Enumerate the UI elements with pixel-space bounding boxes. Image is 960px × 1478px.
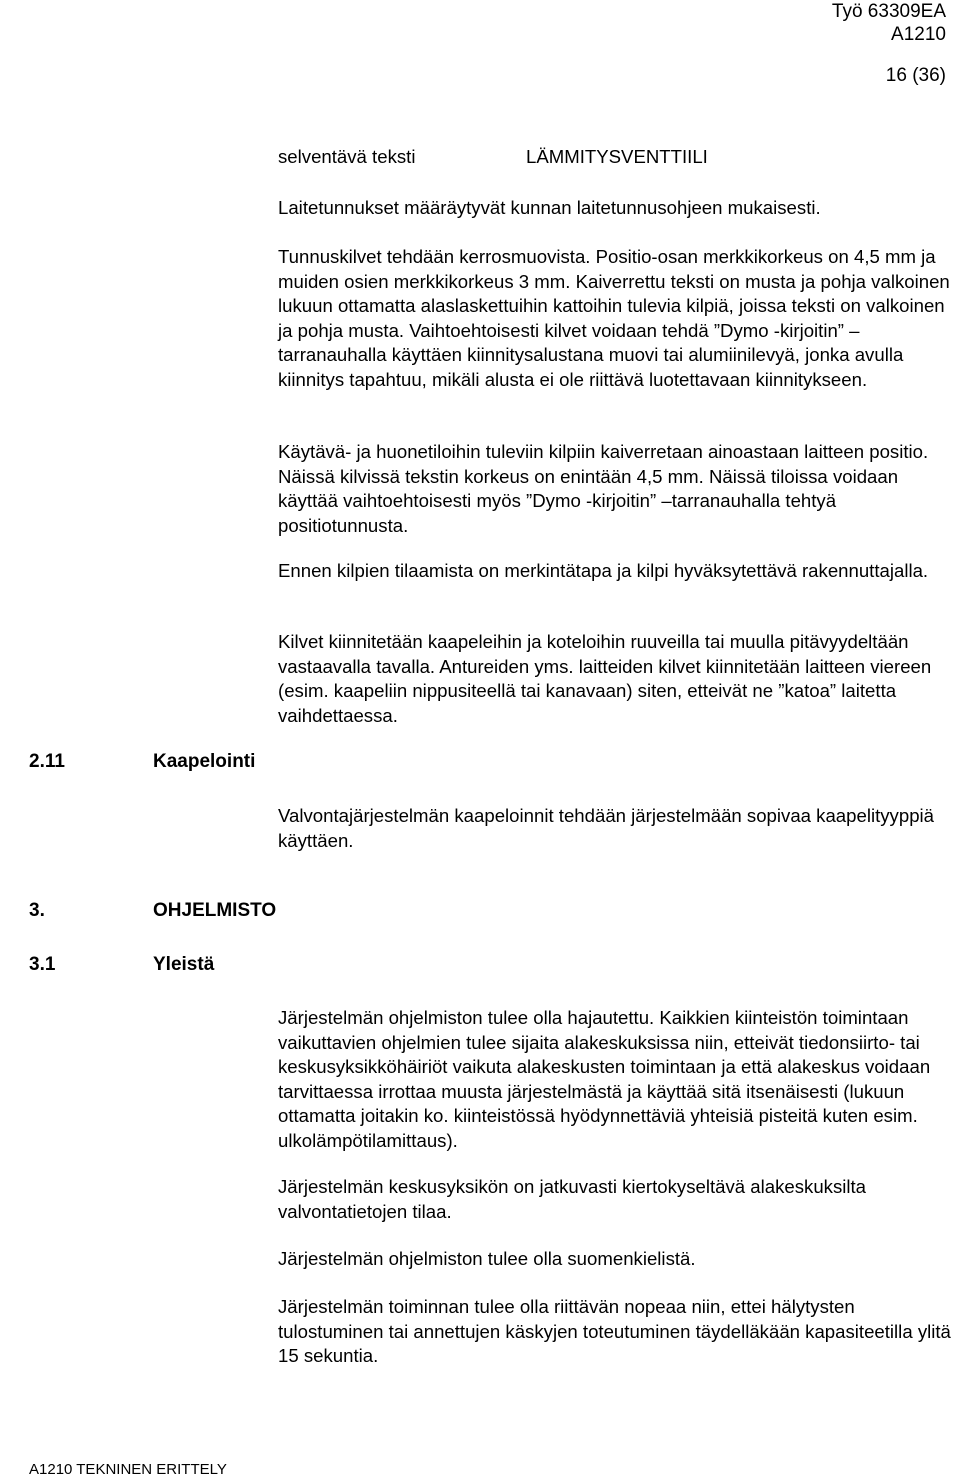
paragraph: Käytävä- ja huonetiloihin tuleviin kilpiin kaiverretaan ainoastaan laitteen positio. Näissä kilvissä tekstin korkeus on enintään 4,5 mm. Näissä tiloissa voidaan käyttää vaihtoehtoisesti myös ”Dymo -kirjoitin” –tarranauhalla tehtyä positiotunnusta. bbox=[278, 441, 929, 536]
section-title: OHJELMISTO bbox=[153, 900, 277, 921]
paragraph: Tunnuskilvet tehdään kerrosmuovista. Positio-osan merkkikorkeus on 4,5 mm ja muiden osien merkkikorkeus 3 mm. Kaiverrettu teksti on musta ja pohja valkoinen lukuun ottamatta alaslaskettuihin kattoihin tulevia kilpiä, joissa teksti on valkoinen ja pohja musta. Vaihtoehtoisesti kilvet voidaan tehdä ”Dymo -kirjoitin” –tarranauhalla käyttäen kiinnitysalustana muovi tai alumiinilevyä, jonka avulla kiinnitys tapahtuu, mikäli alusta ei ole riittävä luotettavaan kiinnitykseen. bbox=[278, 246, 950, 390]
section-title: Kaapelointi bbox=[153, 751, 256, 772]
paragraph: Valvontajärjestelmän kaapeloinnit tehdään järjestelmään sopivaa kaapelityyppiä käyttäen. bbox=[278, 805, 935, 851]
document-code: A1210 bbox=[891, 24, 946, 45]
paragraph: Järjestelmän ohjelmiston tulee olla suomenkielistä. bbox=[278, 1248, 696, 1269]
section-title: Yleistä bbox=[153, 954, 215, 975]
paragraph: Järjestelmän toiminnan tulee olla riittävän nopeaa niin, ettei hälytysten tulostuminen tai annettujen käskyjen toteutuminen täydelläkään kapasiteetilla ylitä 15 sekuntia. bbox=[278, 1296, 951, 1366]
bold-text-label: selventävä teksti bbox=[278, 146, 416, 167]
document-number: Työ 63309EA bbox=[831, 1, 946, 22]
section-heading-3 bbox=[29, 899, 276, 923]
page-number: 16 (36) bbox=[885, 65, 946, 86]
paragraph: Laitetunnukset määräytyvät kunnan laitetunnusohjeen mukaisesti. bbox=[278, 197, 821, 218]
section-number: 3. bbox=[29, 900, 45, 921]
paragraph: Järjestelmän keskusyksikön on jatkuvasti kiertokyseltävä alakeskuksilta valvontatietojen tilaa. bbox=[278, 1176, 867, 1222]
section-heading-2-11 bbox=[29, 750, 255, 774]
section-heading-3-1 bbox=[29, 953, 214, 977]
section-number: 3.1 bbox=[29, 954, 56, 975]
paragraph: Järjestelmän ohjelmiston tulee olla hajautettu. Kaikkien kiinteistön toimintaan vaikuttavien ohjelmien tulee sijaita alakeskuksissa niin, etteivät tiedonsiirto- tai keskusyksikköhäiriöt vaikuta alakeskusten toimintaan ja että alakeskus voidaan tarvittaessa irrottaa muusta järjestelmästä ja käyttää sitä itsenäisesti (lukuun ottamatta joitakin ko. kiinteistössä hyödynnettäviä yhteisiä pisteitä kuten esim. ulkolämpötilamittaus). bbox=[278, 1007, 931, 1151]
section-number: 2.11 bbox=[29, 751, 65, 772]
paragraph: Kilvet kiinnitetään kaapeleihin ja koteloihin ruuveilla tai muulla pitävyydeltään vastaavalla tavalla. Antureiden yms. laitteiden kilvet kiinnitetään laitteen viereen (esim. kaapeliin nippusiteellä tai kanavaan) siten, etteivät ne ”katoa” laitetta vaihdettaessa. bbox=[278, 631, 932, 726]
paragraph: Ennen kilpien tilaamista on merkintätapa ja kilpi hyväksytettävä rakennuttajalla. bbox=[278, 560, 929, 581]
device-title: LÄMMITYSVENTTIILI bbox=[526, 146, 708, 167]
footer-text: A1210 TEKNINEN ERITTELY bbox=[29, 1461, 227, 1478]
